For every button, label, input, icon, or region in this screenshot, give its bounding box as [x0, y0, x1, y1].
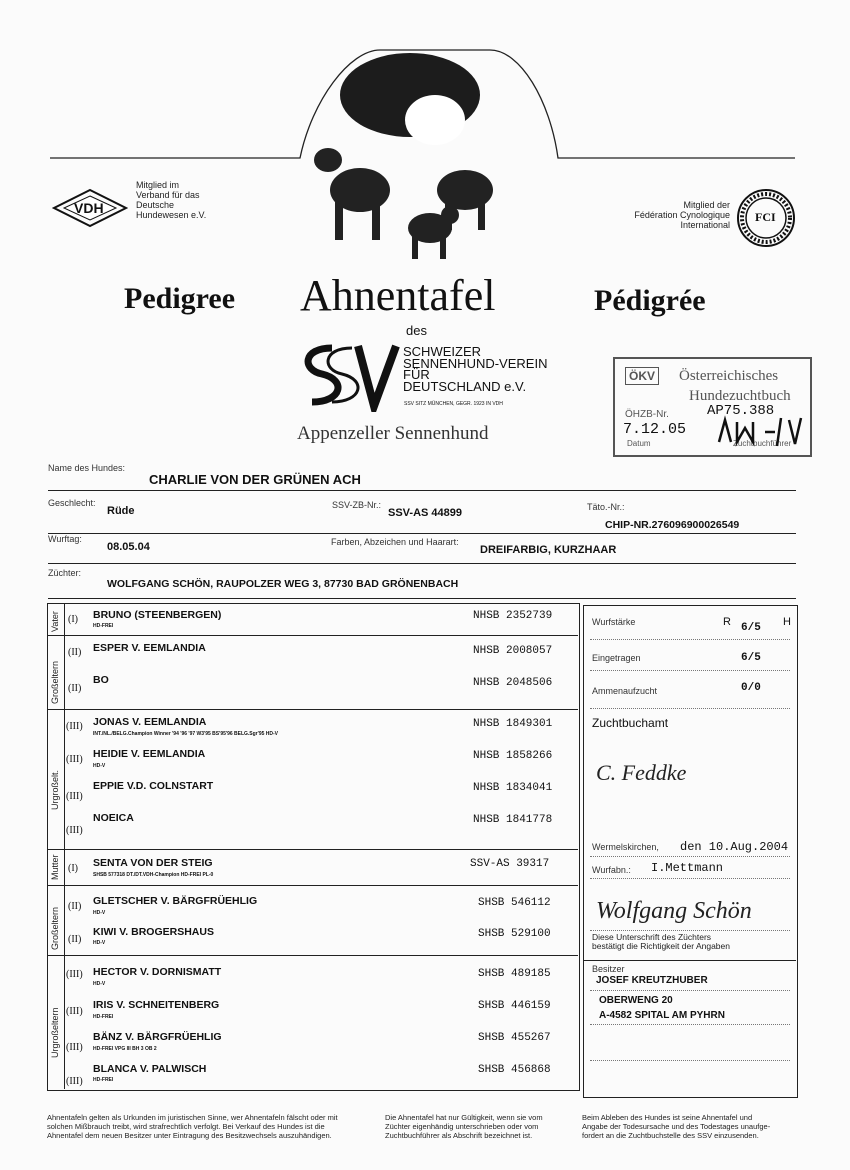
ssv-small-text: SSV SITZ MÜNCHEN, GEGR. 1923 IN VDH: [404, 401, 503, 407]
title-ahnentafel: Ahnentafel: [300, 271, 496, 320]
ancestor-reg: SHSB 529100: [478, 928, 551, 940]
generation-roman: (III): [66, 1006, 83, 1017]
ancestor-name: ESPER V. EEMLANDIA: [93, 642, 206, 654]
generation-roman: (I): [68, 863, 78, 874]
ancestor-titles: INT./NL./BELG.Champion Winner '94 '96 '97 W3'95 BS'95'96 BELG.Sgr'95 HD-V: [93, 731, 278, 737]
zuchtbuchamt-label: Zuchtbuchamt: [592, 716, 669, 730]
generation-roman: (II): [68, 647, 82, 658]
title-pedigree: Pedigree: [124, 282, 236, 315]
dogs-illustration: [300, 50, 510, 260]
ancestor-titles: HD-FREI VPG III BH 3 OB 2: [93, 1046, 157, 1052]
wurfstaerke-label: Wurfstärke: [592, 617, 636, 627]
ancestor-reg: NHSB 2048506: [473, 677, 553, 689]
owner-city: A-4582 SPITAL AM PYHRN: [599, 1010, 725, 1021]
ancestor-name: HECTOR V. DORNISMATT: [93, 966, 222, 978]
ssv-logo-icon: [292, 340, 400, 412]
ancestor-reg: SHSB 489185: [478, 968, 551, 980]
vdh-membership: Mitglied im Verband für das Deutsche Hundewesen e.V.: [136, 180, 207, 220]
stamp-line2: Hundezuchtbuch: [689, 388, 791, 404]
side-label-urgrosseltern-2: Urgroßeltern: [50, 1007, 60, 1058]
breed-name: Appenzeller Sennenhund: [297, 423, 489, 444]
wurfabn-value: I.Mettmann: [651, 861, 724, 875]
ancestor-name: BRUNO (STEENBERGEN): [93, 609, 222, 621]
ammen-value: 0/0: [741, 682, 761, 694]
footer-col-1: Ahnentafeln gelten als Urkunden im juristischen Sinne, wer Ahnentafeln fälscht oder mit solchen Mißbrauch treibt, wird strafrechtlich verfolgt. Bei Verkauf des Hundes ist die Ahnentafel dem neuen Besitzer unter Eintragung des Besitzwechsels auszuhändigen.: [47, 1113, 338, 1140]
wurfabn-label: Wurfabn.:: [592, 865, 631, 875]
stamp-date: 7.12.05: [623, 421, 687, 438]
ancestor-reg: NHSB 1849301: [473, 718, 553, 730]
dob-value: 08.05.04: [107, 541, 150, 553]
side-label-grosseltern-2: Großeltern: [50, 906, 60, 950]
owner-street: OBERWENG 20: [599, 995, 673, 1006]
ancestor-name: KIWI V. BROGERSHAUS: [93, 926, 214, 938]
sex-value: Rüde: [107, 505, 135, 517]
generation-roman: (III): [66, 721, 83, 732]
zuchtbuchamt-signature: C. Feddke: [596, 760, 687, 785]
owner-label: Besitzer: [592, 964, 625, 974]
ancestor-reg: SHSB 446159: [478, 1000, 551, 1012]
ancestor-titles: SHSB 577318 DT./DT.VDH-Champion HD-FREI PL-0: [93, 872, 214, 878]
okv-badge: ÖKV: [625, 367, 659, 385]
eingetragen-label: Eingetragen: [592, 653, 641, 663]
ancestor-titles: HD-FREI: [93, 623, 114, 629]
dob-label: Wurftag:: [48, 534, 82, 544]
generation-roman: (I): [68, 614, 78, 625]
ancestor-reg: SHSB 546112: [478, 897, 551, 909]
generation-roman: (II): [68, 934, 82, 945]
vdh-badge-text: VDH: [74, 200, 104, 216]
breeder-label: Züchter:: [48, 568, 82, 578]
generation-roman: (II): [68, 901, 82, 912]
ancestor-name: JONAS V. EEMLANDIA: [93, 716, 207, 728]
generation-roman: (III): [66, 969, 83, 980]
owner-name: JOSEF KREUTZHUBER: [596, 975, 708, 986]
ancestor-reg: SHSB 456868: [478, 1064, 551, 1076]
dog-name: CHARLIE VON DER GRÜNEN ACH: [149, 472, 361, 487]
breeder-sign-note: Diese Unterschrift des Züchters bestätigt die Richtigkeit der Angaben: [592, 932, 730, 951]
ancestor-titles: HD-FREI: [93, 1077, 114, 1083]
ancestor-name: BO: [93, 674, 109, 686]
place-date: den 10.Aug.2004: [680, 840, 789, 854]
color-label: Farben, Abzeichen und Haarart:: [331, 537, 459, 547]
stamp-sign-label: Zuchtbuchführer: [733, 439, 792, 448]
generation-roman: (III): [66, 825, 83, 836]
generation-roman: (III): [66, 791, 83, 802]
stamp-prefix: ÖHZB-Nr.: [625, 409, 669, 420]
ancestor-reg: SHSB 455267: [478, 1032, 551, 1044]
title-pedigree-fr: Pédigrée: [594, 284, 706, 317]
generation-roman: (II): [68, 683, 82, 694]
generation-roman: (III): [66, 1076, 83, 1087]
fci-membership: Mitglied der Fédération Cynologique International: [634, 200, 730, 230]
ancestor-reg: SSV-AS 39317: [470, 858, 550, 870]
ancestor-name: EPPIE V.D. COLNSTART: [93, 780, 214, 792]
chip-value: CHIP-NR.276096900026549: [605, 519, 740, 531]
side-label-grosseltern: Großeltern: [50, 660, 60, 704]
stamp-line1: Österreichisches: [679, 368, 779, 384]
ancestor-reg: NHSB 1858266: [473, 750, 553, 762]
ancestor-name: BLANCA V. PALWISCH: [93, 1063, 207, 1075]
ancestor-name: SENTA VON DER STEIG: [93, 857, 213, 869]
ancestor-reg: NHSB 1841778: [473, 814, 553, 826]
ancestor-titles: HD-FREI: [93, 1014, 114, 1020]
footer-col-2: Die Ahnentafel hat nur Gültigkeit, wenn sie vom Züchter eigenhändig unterschrieben oder vom Zuchtbuchführer als Abschrift bezeichnet ist.: [385, 1113, 543, 1140]
fci-logo: [736, 188, 796, 248]
color-value: DREIFARBIG, KURZHAAR: [480, 544, 617, 556]
ancestor-reg: NHSB 2352739: [473, 610, 553, 622]
zb-label: SSV-ZB-Nr.:: [332, 500, 382, 510]
ancestor-titles: HD-V: [93, 940, 106, 946]
sex-label: Geschlecht:: [48, 498, 96, 508]
ancestor-name: GLETSCHER V. BÄRGFRÜEHLIG: [93, 895, 258, 907]
ancestor-reg: NHSB 2008057: [473, 645, 553, 657]
ancestor-reg: NHSB 1834041: [473, 782, 553, 794]
eingetragen-value: 6/5: [741, 652, 761, 664]
generation-roman: (III): [66, 1042, 83, 1053]
okv-stamp: [613, 357, 812, 457]
breeder-value: WOLFGANG SCHÖN, RAUPOLZER WEG 3, 87730 BAD GRÖNENBACH: [107, 578, 459, 590]
tato-label: Täto.-Nr.:: [587, 502, 625, 512]
ancestor-name: IRIS V. SCHNEITENBERG: [93, 999, 220, 1011]
place-label: Wermelskirchen,: [592, 842, 659, 852]
footer-col-3: Beim Ableben des Hundes ist seine Ahnentafel und Angabe der Todesursache und des Todestages unaufge- fordert an die Zuchtbuchstelle des SSV einzusenden.: [582, 1113, 771, 1140]
ancestor-name: NOEICA: [93, 812, 134, 824]
fci-badge-text: FCI: [755, 210, 776, 224]
ancestor-titles: HD-V: [93, 763, 106, 769]
stamp-number: AP75.388: [707, 403, 775, 419]
ancestor-titles: HD-V: [93, 910, 106, 916]
ancestor-name: BÄNZ V. BÄRGFRÜEHLIG: [93, 1031, 222, 1043]
wurfstaerke-value: 6/5: [741, 622, 761, 634]
name-label: Name des Hundes:: [48, 463, 126, 473]
wurfstaerke-r: R: [723, 616, 731, 628]
stamp-signature-icon: [715, 414, 805, 449]
side-label-urgrosseltern: Urgroßelt.: [50, 769, 60, 810]
wurfstaerke-h: H: [783, 616, 791, 628]
ssv-name: SCHWEIZER SENNENHUND-VEREIN FÜR DEUTSCHLAND e.V.: [403, 344, 548, 394]
side-label-vater: Vater: [50, 611, 60, 632]
vdh-logo: [52, 188, 128, 228]
generation-roman: (III): [66, 754, 83, 765]
title-des: des: [406, 323, 427, 338]
ammen-label: Ammenaufzucht: [592, 686, 658, 696]
zb-value: SSV-AS 44899: [388, 507, 462, 519]
ancestor-name: HEIDIE V. EEMLANDIA: [93, 748, 206, 760]
stamp-date-label: Datum: [627, 439, 651, 448]
side-label-mutter: Mutter: [50, 854, 60, 880]
breeder-signature: Wolfgang Schön: [596, 898, 752, 924]
ancestor-titles: HD-V: [93, 981, 106, 987]
